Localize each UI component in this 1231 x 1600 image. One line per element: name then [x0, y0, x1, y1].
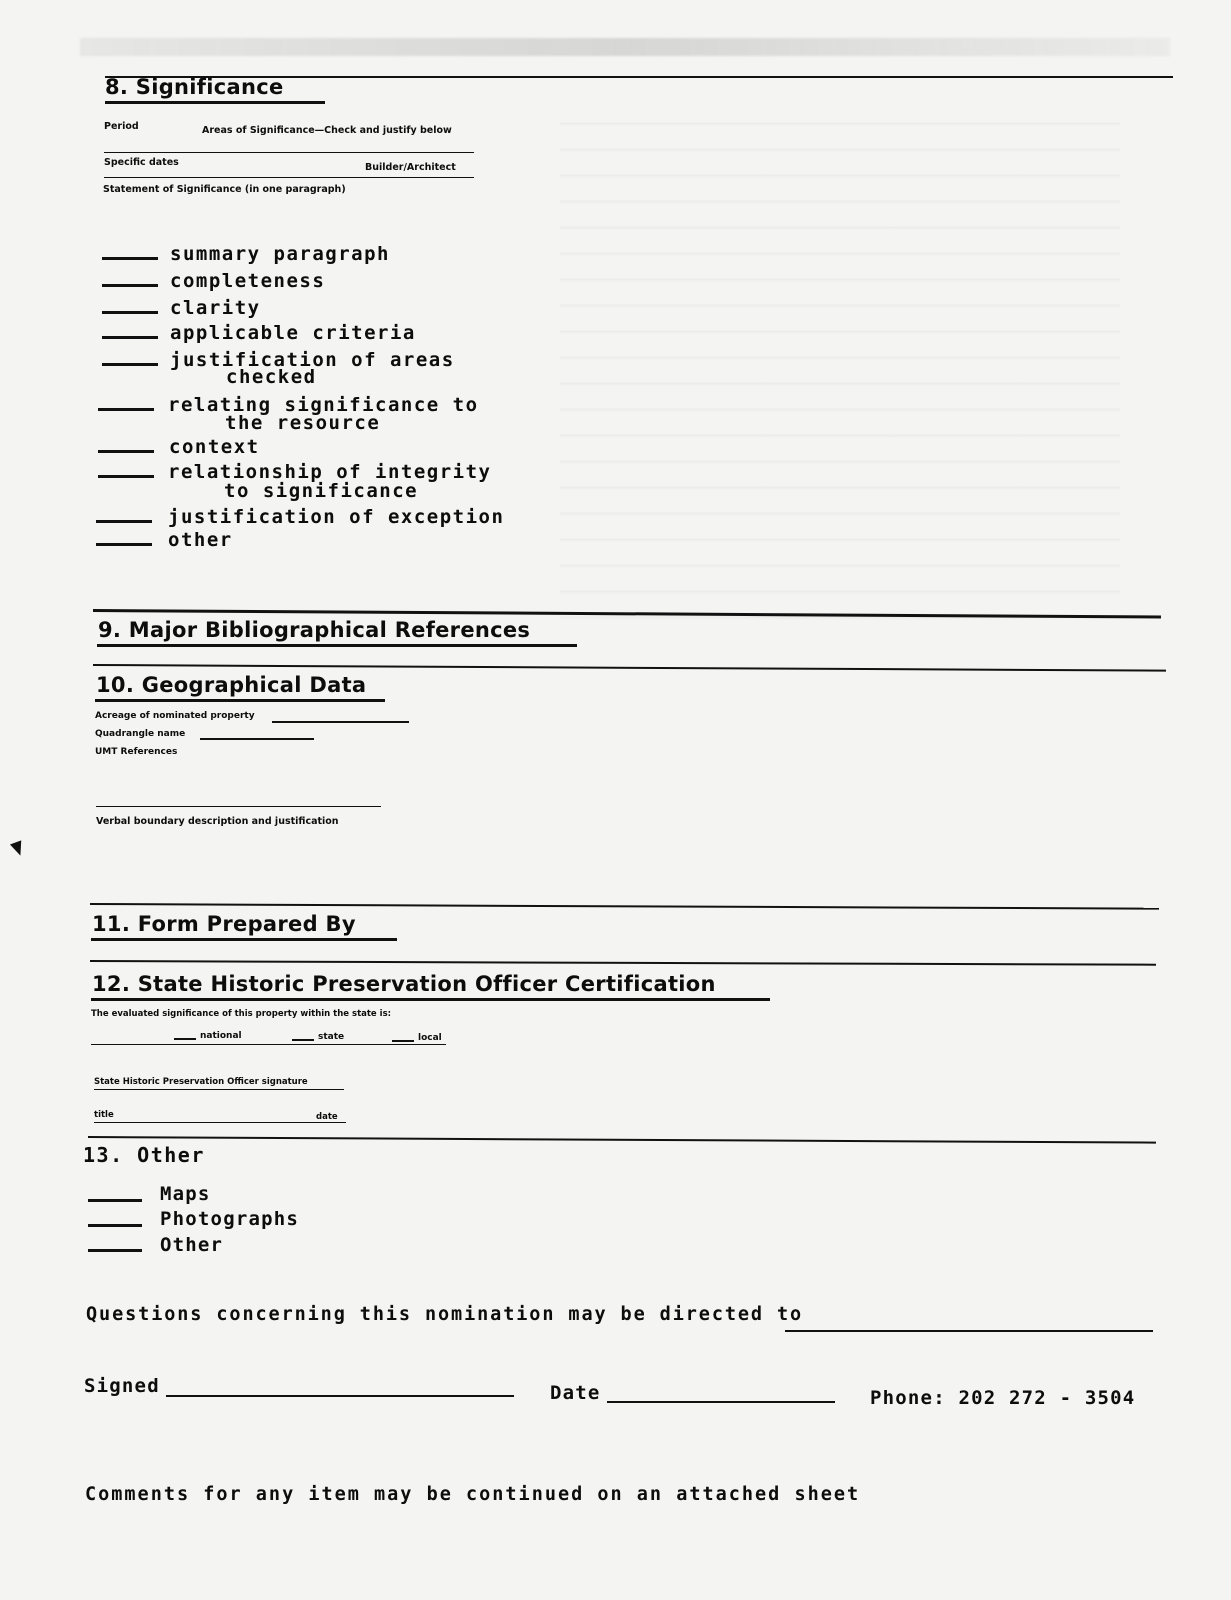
other-item: Other — [160, 1234, 224, 1256]
date-label: Date — [550, 1382, 601, 1404]
checklist-item: applicable criteria — [170, 322, 416, 344]
verbal-boundary-label: Verbal boundary description and justification — [96, 816, 339, 827]
section-8-title-underline — [105, 101, 325, 104]
evaluated-underline — [91, 1044, 446, 1045]
section-10-top-rule — [93, 664, 1166, 672]
questions-text: Questions concerning this nomination may be directed to — [86, 1304, 804, 1325]
local-label: local — [418, 1033, 442, 1043]
checklist-item: relating significance to — [168, 394, 479, 416]
photographs-item: Photographs — [160, 1208, 300, 1230]
signed-field[interactable] — [166, 1395, 514, 1397]
section-12-top-rule — [90, 960, 1156, 966]
local-checkbox[interactable] — [392, 1040, 414, 1042]
title-label: title — [94, 1110, 114, 1120]
checklist-blank[interactable] — [102, 284, 158, 287]
photographs-blank[interactable] — [88, 1224, 142, 1227]
shpo-signature-label: State Historic Preservation Officer signature — [94, 1077, 308, 1087]
date-field[interactable] — [607, 1401, 835, 1403]
specific-dates-label: Specific dates — [104, 157, 179, 168]
checklist-blank[interactable] — [98, 475, 154, 478]
date-label-cert: date — [316, 1112, 338, 1122]
signature-line — [94, 1089, 344, 1090]
quadrangle-label: Quadrangle name — [95, 729, 186, 739]
questions-contact-field[interactable] — [785, 1330, 1153, 1332]
checklist-blank[interactable] — [102, 311, 158, 314]
statement-of-significance-label: Statement of Significance (in one paragraph) — [103, 184, 346, 195]
bleed-through-handwriting — [560, 100, 1120, 620]
bleed-through-header — [80, 38, 1170, 56]
section-11-top-rule — [90, 903, 1159, 910]
checklist-blank[interactable] — [96, 520, 152, 523]
evaluated-significance-label: The evaluated significance of this property within the state is: — [91, 1009, 392, 1019]
margin-mark — [10, 840, 26, 857]
utm-references-label: UMT References — [95, 747, 178, 757]
section-11-title: 11. Form Prepared By — [92, 912, 356, 936]
maps-item: Maps — [160, 1183, 211, 1205]
builder-architect-label: Builder/Architect — [365, 162, 456, 173]
section-8-title: 8. Significance — [105, 75, 284, 99]
checklist-item-continued: the resource — [225, 412, 381, 434]
national-label: national — [200, 1031, 242, 1041]
checklist-item: summary paragraph — [170, 243, 390, 265]
checklist-item: justification of areas — [170, 349, 455, 371]
section-12-title-underline — [91, 998, 770, 1001]
acreage-label: Acreage of nominated property — [95, 711, 255, 721]
national-checkbox[interactable] — [174, 1038, 196, 1040]
checklist-blank[interactable] — [98, 408, 154, 411]
checklist-item-continued: to significance — [224, 480, 419, 502]
phone-number: Phone: 202 272 - 3504 — [870, 1387, 1136, 1409]
checklist-blank[interactable] — [98, 450, 154, 453]
section-10-title: 10. Geographical Data — [96, 673, 367, 697]
section-10-title-underline — [95, 699, 385, 702]
section-12-title: 12. State Historic Preservation Officer Certification — [92, 972, 716, 996]
checklist-blank[interactable] — [96, 543, 152, 546]
acreage-field[interactable] — [272, 721, 409, 723]
checklist-item: context — [169, 436, 260, 458]
quadrangle-field[interactable] — [200, 738, 314, 740]
period-field-line — [104, 152, 474, 153]
utm-field-line — [96, 806, 381, 807]
state-checkbox[interactable] — [292, 1039, 314, 1041]
checklist-item: completeness — [170, 270, 326, 292]
checklist-item: justification of exception — [168, 506, 505, 528]
title-date-line — [94, 1122, 346, 1123]
signed-label: Signed — [84, 1375, 160, 1397]
dates-field-line — [104, 177, 474, 178]
section-9-title-underline — [97, 644, 577, 647]
comments-note: Comments for any item may be continued on an attached sheet — [85, 1484, 861, 1505]
section-13-title: 13. Other — [83, 1143, 205, 1167]
section-13-top-rule — [88, 1136, 1156, 1144]
checklist-blank[interactable] — [102, 257, 158, 260]
checklist-item: relationship of integrity — [168, 461, 492, 483]
section-9-title: 9. Major Bibliographical References — [98, 618, 531, 642]
checklist-item-continued: checked — [226, 366, 317, 388]
checklist-blank[interactable] — [102, 363, 158, 366]
checklist-item: clarity — [170, 297, 261, 319]
other-blank[interactable] — [88, 1249, 142, 1252]
state-label: state — [318, 1032, 345, 1042]
checklist-blank[interactable] — [102, 336, 158, 339]
checklist-item: other — [168, 529, 233, 551]
period-label: Period — [104, 121, 139, 132]
areas-of-significance-label: Areas of Significance—Check and justify below — [202, 125, 452, 136]
maps-blank[interactable] — [88, 1199, 142, 1202]
section-11-title-underline — [91, 938, 397, 941]
